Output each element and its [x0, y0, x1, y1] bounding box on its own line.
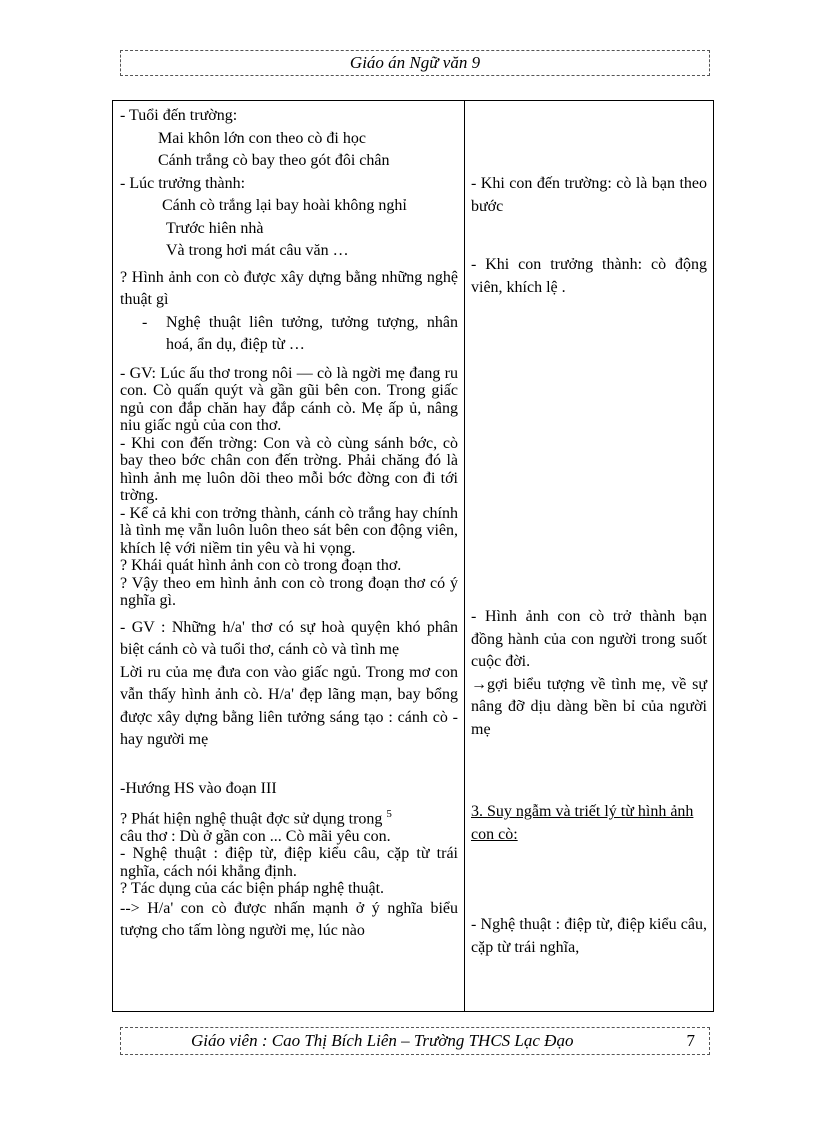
left-text: - Lúc trưởng thành:: [120, 174, 246, 192]
bullet-item: [120, 312, 458, 357]
conclusion: --> H/a' con cò được nhấn mạnh ở ý nghĩa biểu tượng cho tấm lòng người mẹ, lúc nào: [120, 899, 458, 940]
bullet-text: Nghệ thuật liên tưởng, tưởng tượng, nhân hoá, ẩn dụ, điệp từ …: [166, 313, 458, 353]
answer-note: - Khi con trưởng thành: cò động viên, khích lệ .: [471, 256, 707, 296]
arrow-icon: →: [471, 675, 487, 693]
right-column: [471, 105, 707, 959]
poem-line: Trước hiên nhà: [166, 219, 264, 237]
teacher-note: - Kể cả khi con trởng thành, cánh cò trắng hay chính là tình mẹ vẫn luôn luôn theo sát bên con động viên, khích lệ với niềm tin yêu và hi vọng.: [120, 504, 458, 557]
header-title: Giáo án Ngữ văn 9: [349, 53, 481, 72]
question: câu thơ : Dù ở gần con ... Cò mãi yêu con.: [120, 827, 391, 845]
left-text: - Tuổi đến trường:: [120, 107, 238, 124]
answer-note: - Nghệ thuật : điệp từ, điệp kiểu câu, cặp từ trái nghĩa,: [471, 916, 707, 956]
section-heading: 3. Suy ngẫm và triết lý từ hình ảnh con cò:: [471, 803, 694, 843]
question: [120, 806, 458, 828]
column-divider: [464, 101, 465, 1011]
superscript: 5: [386, 808, 392, 820]
answer-note: [471, 674, 707, 742]
page-header: [120, 50, 710, 76]
answer-note: - Khi con đến trường: cò là bạn theo bước: [471, 175, 707, 215]
poem-line: Cánh cò trắng lại bay hoài không nghỉ: [162, 197, 407, 214]
answer-note: - Hình ảnh con cò trở thành bạn đồng hành của con người trong suốt cuộc đời.: [471, 608, 707, 670]
section-guide: -Hướng HS vào đoạn III: [120, 779, 277, 797]
poem-line: Và trong hơi mát câu văn …: [166, 242, 349, 259]
page-footer: [120, 1027, 710, 1055]
footer-author: Giáo viên : Cao Thị Bích Liên – Trường THCS Lạc Đạo: [191, 1031, 574, 1050]
answer-text: gợi biểu tượng về tình mẹ, về sự nâng đỡ dịu dàng bền bỉ của người mẹ: [471, 675, 707, 738]
question-text: ? Phát hiện nghệ thuật đợc sử dụng trong: [120, 810, 383, 828]
question: ? Khái quát hình ảnh con cò trong đoạn thơ.: [120, 557, 402, 574]
poem-line: Mai khôn lớn con theo cò đi học: [158, 129, 366, 147]
left-column: [120, 105, 458, 943]
page-number: 7: [686, 1031, 695, 1050]
teacher-note: - GV : Những h/a' thơ có sự hoà quyện khó phân biệt cánh cò và tuổi thơ, cánh cò và tình mẹ: [120, 618, 458, 658]
poem-line: Cánh trắng cò bay theo gót đôi chân: [158, 152, 390, 169]
question: ? Hình ảnh con cò được xây dựng bằng những nghệ thuật gì: [120, 268, 458, 308]
lesson-table: [112, 100, 714, 1012]
bullet-dash: -: [142, 313, 148, 331]
teacher-note: Lời ru của mẹ đưa con vào giấc ngủ. Trong mơ con vẫn thấy hình ảnh cò. H/a' đẹp lãng mạn, bay bổng được xây dựng bằng liên tưởng sáng tạo : cánh cò - hay người mẹ: [120, 663, 458, 748]
teacher-note: - GV: Lúc ấu thơ trong nôi — cò là ngời mẹ đang ru con. Cò quấn quýt và gần gũi bên con. Trong giấc ngủ con đắp chăn hay đắp cánh cò. Mẹ ấp ủ, nâng niu giấc ngủ của con thơ.: [120, 364, 458, 434]
question: ? Vậy theo em hình ảnh con cò trong đoạn thơ có ý nghĩa gì.: [120, 574, 458, 609]
teacher-note: - Khi con đến trờng: Con và cò cùng sánh bớc, cò bay theo bớc chân con đến trờng. Phải chăng đó là hình ảnh mẹ luôn dõi theo mỗi bớc đờng con đi tới trờng.: [120, 434, 458, 504]
question: ? Tác dụng của các biện pháp nghệ thuật.: [120, 880, 385, 898]
art-note: - Nghệ thuật : điệp từ, điệp kiểu câu, cặp từ trái nghĩa, cách nói khẳng định.: [120, 845, 458, 880]
